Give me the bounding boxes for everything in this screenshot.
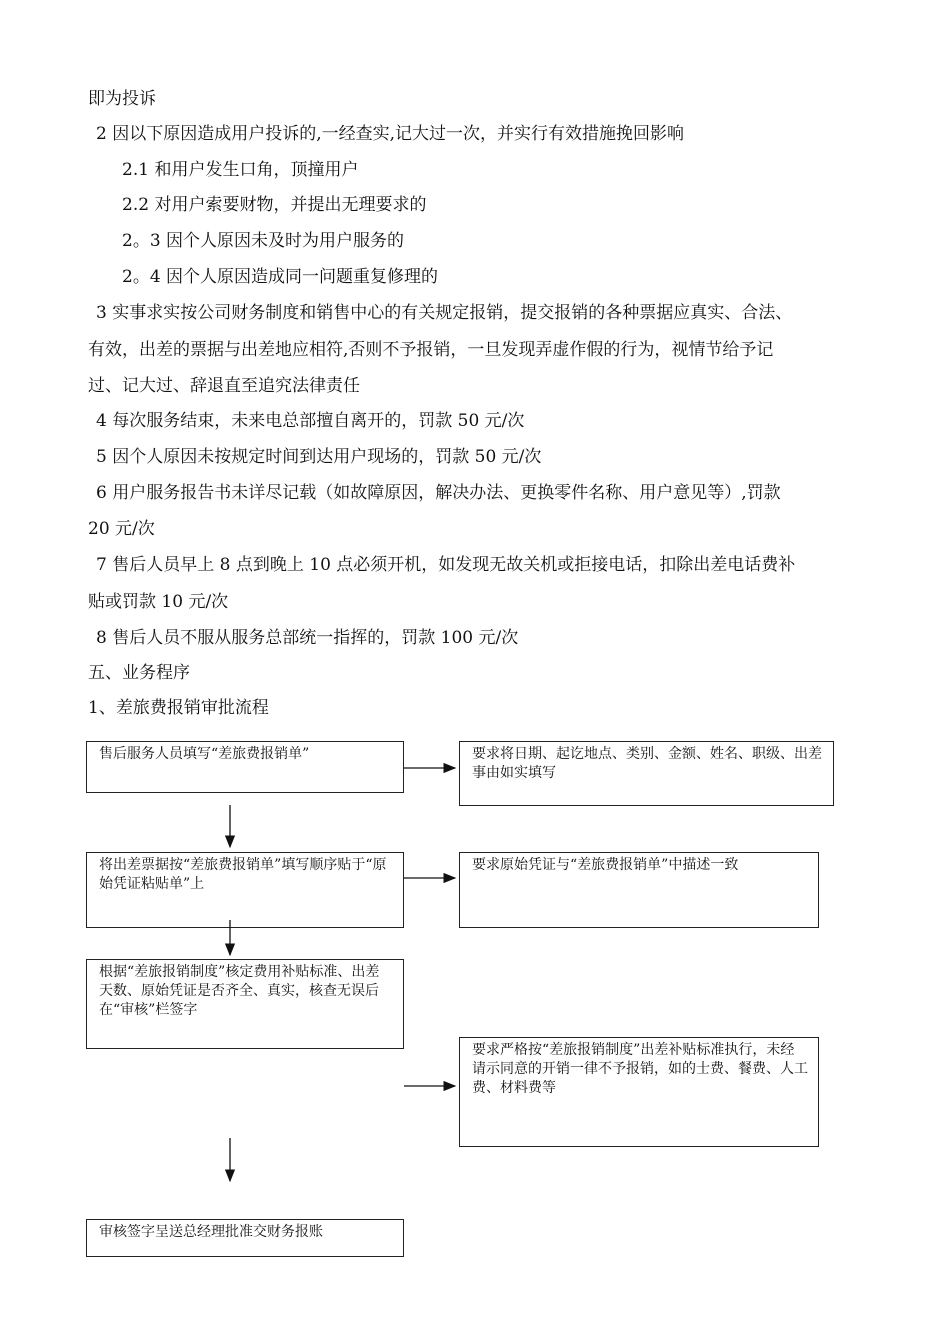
paragraph: 2.1 和用户发生口角，顶撞用户 — [122, 160, 359, 180]
paragraph: 2 因以下原因造成用户投诉的,一经查实,记大过一次，并实行有效措施挽回影响 — [96, 124, 685, 144]
flow-step-fill-form: 售后服务人员填写“差旅费报销单” — [86, 741, 404, 793]
paragraph: 贴或罚款 10 元/次 — [88, 592, 229, 612]
flow-step-submit-approval: 审核签字呈送总经理批准交财务报账 — [86, 1219, 404, 1257]
paragraph: 5 因个人原因未按规定时间到达用户现场的，罚款 50 元/次 — [96, 447, 542, 467]
paragraph: 3 实事求实按公司财务制度和销售中心的有关规定报销，提交报销的各种票据应真实、合法、 — [96, 303, 793, 323]
flow-note-strict-standards: 要求严格按“差旅报销制度”出差补贴标准执行，未经请示同意的开销一律不予报销，如的士费、餐费、人工费、材料费等 — [459, 1037, 819, 1147]
section-heading: 五、业务程序 — [88, 663, 190, 683]
flow-step-verify-sign: 根据“差旅报销制度”核定费用补贴标准、出差天数、原始凭证是否齐全、真实，核查无误后在“审核”栏签字 — [86, 959, 404, 1049]
paragraph: 2。3 因个人原因未及时为用户服务的 — [122, 231, 405, 251]
paragraph: 有效，出差的票据与出差地应相符,否则不予报销，一旦发现弄虚作假的行为，视情节给予记 — [88, 340, 774, 360]
paragraph: 6 用户服务报告书未详尽记载（如故障原因，解决办法、更换零件名称、用户意见等）,罚款 — [96, 483, 781, 503]
paragraph: 20 元/次 — [88, 519, 155, 539]
paragraph: 即为投诉 — [88, 89, 156, 109]
paragraph: 2.2 对用户索要财物，并提出无理要求的 — [122, 195, 427, 215]
paragraph: 2。4 因个人原因造成同一问题重复修理的 — [122, 267, 439, 287]
flow-step-attach-receipts: 将出差票据按“差旅费报销单”填写顺序贴于“原始凭证粘贴单”上 — [86, 852, 404, 928]
paragraph: 7 售后人员早上 8 点到晚上 10 点必须开机，如发现无故关机或拒接电话，扣除出差电话费补 — [96, 555, 796, 575]
paragraph: 8 售后人员不服从服务总部统一指挥的，罚款 100 元/次 — [96, 628, 519, 648]
paragraph: 过、记大过、辞退直至追究法律责任 — [88, 376, 360, 396]
paragraph: 4 每次服务结束，未来电总部擅自离开的，罚款 50 元/次 — [96, 411, 525, 431]
flow-note-consistency: 要求原始凭证与“差旅费报销单”中描述一致 — [459, 852, 819, 928]
flow-note-fill-truthfully: 要求将日期、起讫地点、类别、金额、姓名、职级、出差事由如实填写 — [459, 741, 834, 806]
subsection-heading: 1、差旅费报销审批流程 — [88, 698, 269, 718]
